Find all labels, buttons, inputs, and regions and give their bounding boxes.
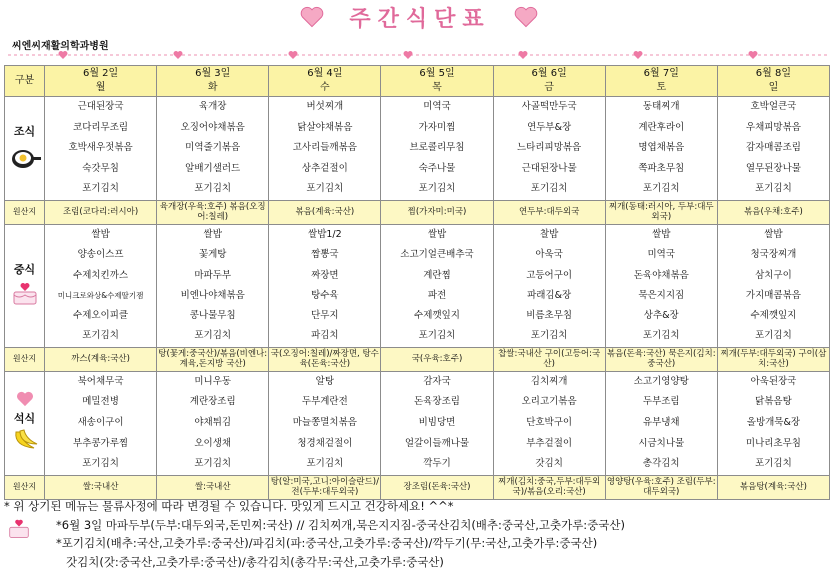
- origin-cell: 탕(꽃게:중국산)/볶음(비엔나:계육,돈지방 국산): [158, 349, 268, 370]
- origin-cell: 연두부:대두외국: [493, 200, 605, 224]
- menu-cell: 김치찌개 오리고기볶음 단호박구이 부추겉절이 갓김치: [493, 371, 605, 475]
- hospital-name: 씨엔씨재활의학과병원: [12, 41, 109, 52]
- menu-cell: 쌀밥1/2 짬뽕국 짜장면 탕수육 단무지 파김치: [269, 224, 381, 347]
- menu-cell: 쌀밥 소고기얼큰배추국 계란찜 파전 수제깻잎지 포기김치: [381, 224, 493, 347]
- note-line: *포기김치(배추:국산,고춧가루:중국산)/파김치(파:중국산,고춧가루:중국산)/깍두기(무:국산,고춧가루:중국산): [56, 536, 598, 550]
- breakfast-label-cell: [5, 97, 45, 201]
- menu-cell: 찰밥 아욱국 고등어구이 파래김&장 비름초무침 포기김치: [493, 224, 605, 347]
- menu-cell: 쌀밥 꽃게탕 마파두부 비엔나야채볶음 콩나물무침 포기김치: [157, 224, 269, 347]
- day-header: 6월 2일 월: [45, 66, 157, 97]
- origin-cell: 쌀:국내산: [157, 475, 269, 499]
- menu-cell: 쌀밥 청국장찌개 삼치구이 가지매콤볶음 수제깻잎지 포기김치: [717, 224, 829, 347]
- menu-cell: 미니우동 계란장조림 야채튀김 오이생채 포기김치: [157, 371, 269, 475]
- menu-cell: 쌀밥 양송이스프 수제치킨까스 미니크로와상&수제딸기잼 수제오이피클 포기김치: [45, 224, 157, 347]
- menu-cell: 육개장 오징어야채볶음 미역줄기볶음 알배기샐러드 포기김치: [157, 97, 269, 201]
- menu-cell: 미역국 가자미찜 브로콜리무침 숙주나물 포기김치: [381, 97, 493, 201]
- note-line: *6월 3일 마파두부(두부:대두외국,돈민찌:국산) // 김치찌개,묵은지지짐-중국산김치(배추:중국산,고춧가루:중국산): [4, 516, 834, 535]
- origin-cell: 볶음(우채:호주): [717, 200, 829, 224]
- dinner-row: [5, 371, 830, 475]
- heart-icon: [514, 6, 538, 28]
- origin-cell: 국(오징어:칠레)/짜장면, 탕수육(돈육:국산): [269, 347, 381, 371]
- menu-cell: 동태찌개 계란후라이 명엽채볶음 쪽파초무침 포기김치: [605, 97, 717, 201]
- menu-cell: 근대된장국 코다리무조림 호박새우젓볶음 숙갓무침 포기김치: [45, 97, 157, 201]
- origin-label: 원산지: [5, 200, 45, 224]
- origin-cell: 찜(가자미:미국): [381, 200, 493, 224]
- day-header: 6월 6일 금: [493, 66, 605, 97]
- origin-cell: 쌀:국내산: [45, 475, 157, 499]
- fried-egg-icon: [9, 143, 41, 171]
- day-header: 6월 7일 토: [605, 66, 717, 97]
- menu-cell: 사골떡만두국 연두부&장 느타리피망볶음 근대된장나물 포기김치: [493, 97, 605, 201]
- menu-cell: 소고기영양탕 두부조림 유부냉채 시금치나물 총각김치: [605, 371, 717, 475]
- origin-cell: 까스(계육:국산): [45, 347, 157, 371]
- day-header: 6월 4일 수: [269, 66, 381, 97]
- cake-icon: [6, 518, 32, 540]
- origin-cell: 찌개(김치:중국,두부:대두외국)/볶음(오리:국산): [493, 475, 605, 499]
- dinner-origin-row: [5, 475, 830, 499]
- origin-cell: 국(우육:호주): [381, 347, 493, 371]
- dinner-label-cell: [5, 371, 45, 475]
- menu-cell: 버섯찌개 닭살야채볶음 고사리들깨볶음 상추겉절이 포기김치: [269, 97, 381, 201]
- origin-cell: 육개장(우육:호주) 볶음(오징어:칠레): [157, 200, 269, 224]
- lunch-row: [5, 224, 830, 347]
- origin-label: 원산지: [5, 475, 45, 499]
- origin-cell: 조림(코다리:러시아): [45, 200, 157, 224]
- day-header: 6월 3일 화: [157, 66, 269, 97]
- menu-cell: 쌀밥 미역국 돈육야채볶음 묵은지지짐 상추&장 포기김치: [605, 224, 717, 347]
- header-label: 구분: [5, 66, 45, 97]
- origin-cell: 탕(알:미국,고니:아이슬란드)/전(두부:대두외국): [270, 477, 379, 498]
- banana-icon: [10, 426, 40, 452]
- note-line: * 위 상기된 메뉴는 물류사정에 따라 변경될 수 있습니다. 맛있게 드시고 건강하세요! ^^*: [4, 499, 454, 513]
- cake-icon: [10, 281, 40, 307]
- origin-cell: 찌개(동태:러시아, 두부:대두외국): [605, 200, 717, 224]
- menu-cell: 아욱된장국 닭볶음탕 올방개묵&장 미나리초무침 포기김치: [717, 371, 829, 475]
- lunch-label-cell: [5, 224, 45, 347]
- weekly-menu-table: [4, 65, 830, 500]
- page-title: 주간식단표: [349, 7, 491, 32]
- breakfast-origin-row: [5, 200, 830, 224]
- menu-cell: 알탕 두부계란전 마늘쫑멸치볶음 청경채겉절이 포기김치: [269, 371, 381, 475]
- breakfast-row: [5, 97, 830, 201]
- day-header: 6월 8일 일: [717, 66, 829, 97]
- origin-cell: 영양탕(우육:호주) 조림(두부:대두외국): [606, 477, 716, 498]
- notes-section: [4, 497, 834, 571]
- decorative-heart-border: [8, 48, 830, 62]
- title-banner: [0, 0, 835, 34]
- menu-cell: 감자국 돈육장조림 비빔당면 얼갈이들깨나물 깍두기: [381, 371, 493, 475]
- origin-label: 원산지: [5, 347, 45, 371]
- heart-icon: [16, 391, 34, 407]
- origin-cell: 찌개(두부:대두외국) 구이(삼치:국산): [717, 347, 829, 371]
- origin-cell: 볶음(계육:국산): [269, 200, 381, 224]
- origin-cell: 장조림(돈육:국산): [381, 475, 493, 499]
- lunch-origin-row: [5, 347, 830, 371]
- menu-cell: 호박얼큰국 우채피망볶음 감자매콤조림 열무된장나물 포기김치: [717, 97, 829, 201]
- origin-cell: 찹쌀:국내산 구이(고등어:국산): [493, 347, 605, 371]
- meal-label: 중식: [13, 263, 36, 277]
- origin-cell: 볶음(돈육:국산) 묵은지(김치:중국산): [606, 349, 716, 370]
- day-header: 6월 5일 목: [381, 66, 493, 97]
- meal-label: 조식: [13, 124, 36, 138]
- note-line: 갓김치(갓:중국산,고춧가루:중국산)/총각김치(총각무:국산,고춧가루:중국산): [66, 554, 444, 569]
- header-row: [5, 66, 830, 97]
- menu-cell: 북어채무국 메밀전병 새송이구이 부추콩가루찜 포기김치: [45, 371, 157, 475]
- meal-label: 석식: [13, 412, 36, 426]
- origin-cell: 볶음탕(계육:국산): [717, 475, 829, 499]
